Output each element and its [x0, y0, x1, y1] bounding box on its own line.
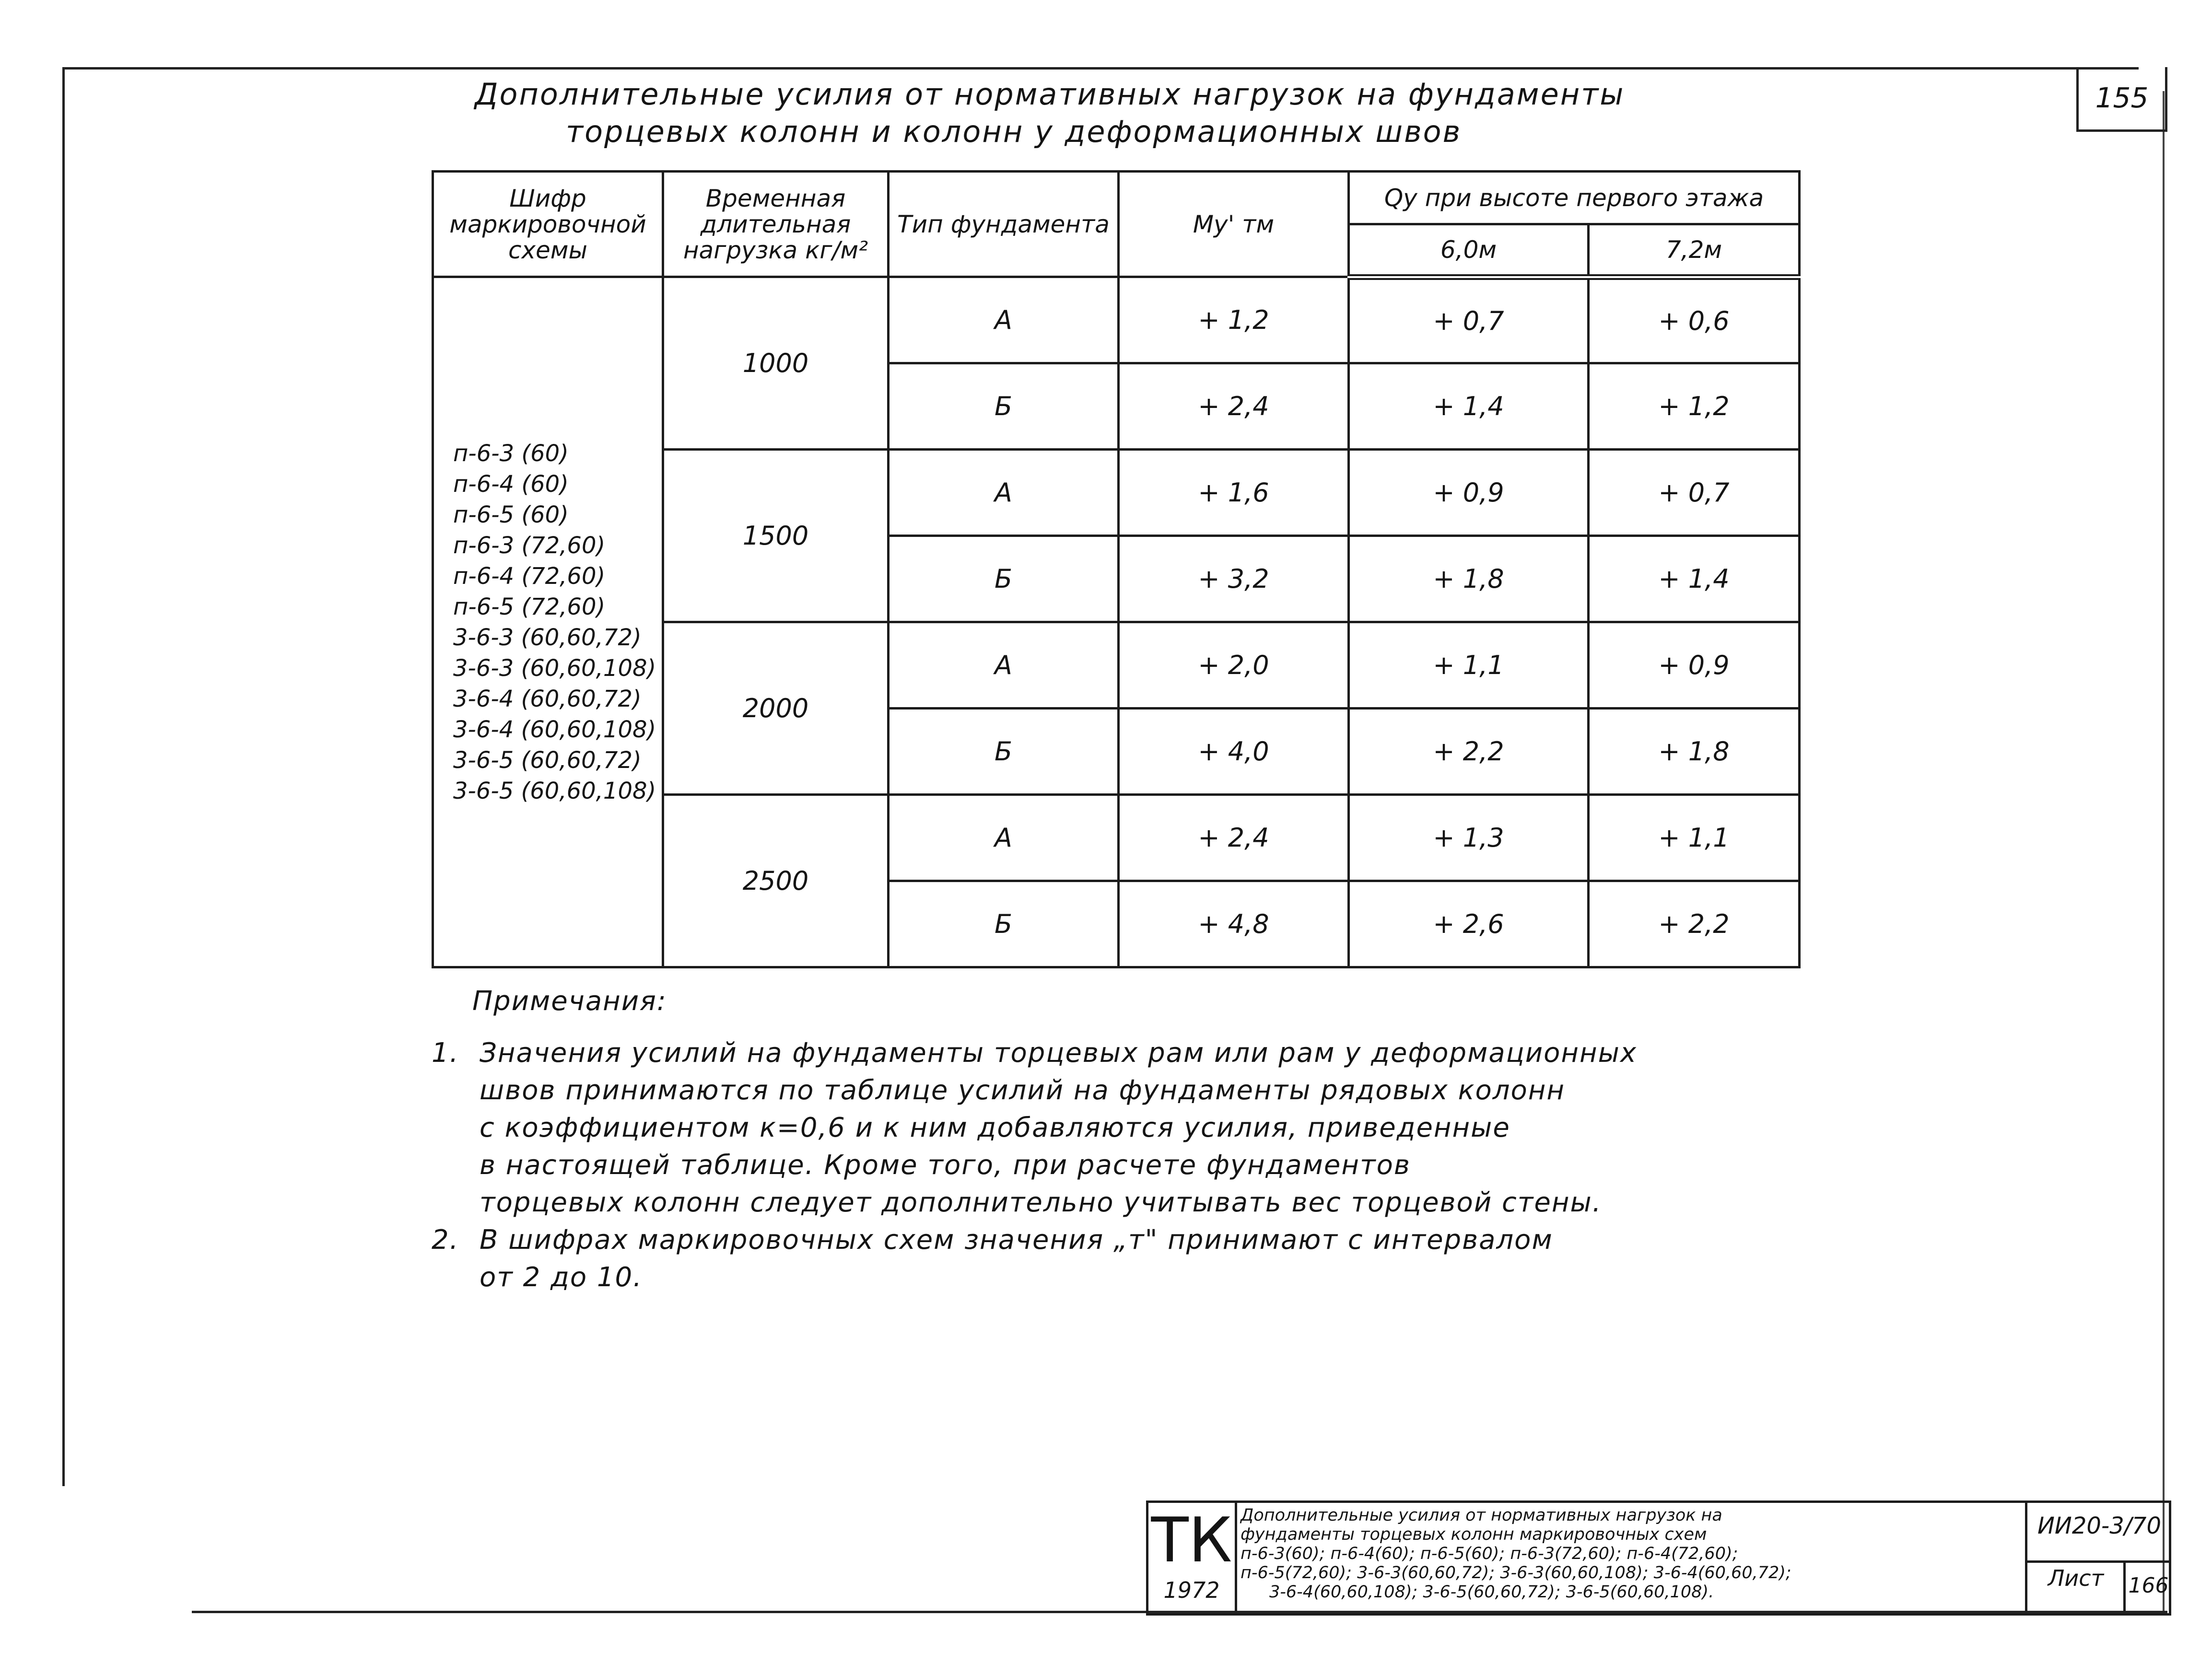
note-line: швов принимаются по таблице усилий на фундаменты рядовых колонн: [480, 1075, 1565, 1106]
load-cell: 2500: [663, 795, 889, 967]
scheme-code: п-6-4 (60): [453, 470, 569, 498]
stamp-year: 1972: [1163, 1577, 1220, 1603]
note-number: 1.: [432, 1037, 459, 1069]
shear-7-2-cell: + 0,6: [1589, 277, 1800, 363]
load-cell: 2000: [663, 622, 889, 795]
foundation-type-cell: Б: [889, 881, 1119, 967]
shear-6-0-cell: + 2,2: [1349, 709, 1589, 795]
stamp-code: ИИ20-3/70: [2027, 1512, 2171, 1563]
shear-7-2-cell: + 2,2: [1589, 881, 1800, 967]
note-line: В шифрах маркировочных схем значения „т" принимают с интервалом: [480, 1224, 1553, 1256]
page-number-box: [2076, 67, 2167, 132]
stamp-sheet-label: Лист: [2048, 1565, 2104, 1591]
moment-cell: + 4,8: [1119, 881, 1349, 967]
table-header: [433, 172, 1800, 277]
header-scheme: Шифр маркировочной схемы: [433, 172, 663, 277]
stamp-org-cell: [1148, 1503, 1237, 1611]
scheme-code: 3-6-4 (60,60,72): [453, 685, 642, 712]
stamp-description-line: п-6-3(60); п-6-4(60); п-6-5(60); п-6-3(72,60); п-6-4(72,60);: [1241, 1544, 1738, 1563]
shear-6-0-cell: + 1,8: [1349, 536, 1589, 622]
load-cell: 1500: [663, 450, 889, 622]
scheme-code: 3-6-5 (60,60,108): [453, 777, 656, 804]
stamp-right-cell: [2025, 1503, 2171, 1611]
header-moment: Mу' тм: [1119, 172, 1349, 277]
notes-list: [432, 1035, 1726, 1296]
foundation-type-cell: Б: [889, 536, 1119, 622]
frame-right-border: [2163, 91, 2165, 1611]
scheme-code: п-6-3 (72,60): [453, 532, 606, 559]
note-number: 2.: [432, 1224, 459, 1256]
load-cell: 1000: [663, 277, 889, 450]
shear-6-0-cell: + 0,9: [1349, 450, 1589, 536]
foundation-type-cell: Б: [889, 363, 1119, 450]
table-row: [433, 277, 1800, 363]
note-item: [432, 1035, 1726, 1221]
scheme-code: п-6-3 (60): [453, 440, 569, 467]
foundation-type-cell: А: [889, 277, 1119, 363]
page-title: [475, 76, 1721, 151]
scheme-code: 3-6-4 (60,60,108): [453, 716, 656, 743]
note-line: Значения усилий на фундаменты торцевых рам или рам у деформационных: [480, 1037, 1638, 1069]
shear-7-2-cell: + 1,1: [1589, 795, 1800, 881]
scheme-code: 3-6-3 (60,60,108): [453, 654, 656, 682]
scheme-code: 3-6-5 (60,60,72): [453, 746, 642, 774]
stamp-description-line: п-6-5(72,60); 3-6-3(60,60,72); 3-6-3(60,60,108); 3-6-4(60,60,72);: [1241, 1563, 1791, 1582]
scheme-code: п-6-5 (60): [453, 501, 569, 528]
title-line-1: Дополнительные усилия от нормативных нагрузок на фундаменты: [475, 77, 1625, 112]
scheme-codes-cell: [433, 277, 663, 967]
stamp-description-line: 3-6-4(60,60,108); 3-6-5(60,60,72); 3-6-5(60,60,108).: [1269, 1582, 1714, 1602]
page-number: 155: [2095, 81, 2149, 114]
note-line: с коэффициентом к=0,6 и к ним добавляются усилия, приведенные: [480, 1112, 1510, 1143]
header-height-6-0: 6,0м: [1349, 224, 1589, 277]
notes-section: [432, 983, 1726, 1296]
shear-7-2-cell: + 1,2: [1589, 363, 1800, 450]
note-line: от 2 до 10.: [480, 1262, 643, 1293]
shear-7-2-cell: + 0,7: [1589, 450, 1800, 536]
stamp-sheet-number: 166: [2123, 1560, 2171, 1611]
header-height-7-2: 7,2м: [1589, 224, 1800, 277]
foundation-type-cell: А: [889, 795, 1119, 881]
moment-cell: + 1,6: [1119, 450, 1349, 536]
moment-cell: + 1,2: [1119, 277, 1349, 363]
stamp-description-line: фундаменты торцевых колонн маркировочных схем: [1241, 1525, 1707, 1544]
scheme-code: 3-6-3 (60,60,72): [453, 624, 642, 651]
foundation-type-cell: А: [889, 450, 1119, 536]
forces-table: [432, 170, 1801, 968]
shear-7-2-cell: + 1,8: [1589, 709, 1800, 795]
scheme-code: п-6-5 (72,60): [453, 593, 606, 620]
title-block-stamp: [1146, 1501, 2171, 1616]
note-line: в настоящей таблице. Кроме того, при расчете фундаментов: [480, 1150, 1411, 1181]
note-item: [432, 1221, 1726, 1296]
foundation-type-cell: Б: [889, 709, 1119, 795]
moment-cell: + 3,2: [1119, 536, 1349, 622]
shear-6-0-cell: + 1,3: [1349, 795, 1589, 881]
frame-left-border: [62, 67, 65, 1486]
moment-cell: + 4,0: [1119, 709, 1349, 795]
shear-6-0-cell: + 2,6: [1349, 881, 1589, 967]
notes-heading: Примечания:: [472, 986, 667, 1017]
header-load: Временная длительная нагрузка кг/м²: [663, 172, 889, 277]
shear-6-0-cell: + 1,1: [1349, 622, 1589, 709]
header-shear: Qу при высоте первого этажа: [1349, 172, 1800, 224]
moment-cell: + 2,4: [1119, 795, 1349, 881]
stamp-description: [1241, 1506, 2017, 1602]
note-line: торцевых колонн следует дополнительно учитывать вес торцевой стены.: [480, 1187, 1602, 1218]
scheme-code: п-6-4 (72,60): [453, 562, 606, 590]
shear-6-0-cell: + 0,7: [1349, 277, 1589, 363]
stamp-org: ТК: [1151, 1505, 1232, 1576]
title-line-2: торцевых колонн и колонн у деформационных швов: [566, 114, 1462, 149]
moment-cell: + 2,0: [1119, 622, 1349, 709]
shear-7-2-cell: + 1,4: [1589, 536, 1800, 622]
foundation-type-cell: А: [889, 622, 1119, 709]
moment-cell: + 2,4: [1119, 363, 1349, 450]
shear-7-2-cell: + 0,9: [1589, 622, 1800, 709]
header-foundation-type: Тип фундамента: [889, 172, 1119, 277]
stamp-description-line: Дополнительные усилия от нормативных нагрузок на: [1241, 1506, 1722, 1525]
frame-top-border: [62, 67, 2139, 70]
shear-6-0-cell: + 1,4: [1349, 363, 1589, 450]
table-body: [433, 277, 1800, 967]
